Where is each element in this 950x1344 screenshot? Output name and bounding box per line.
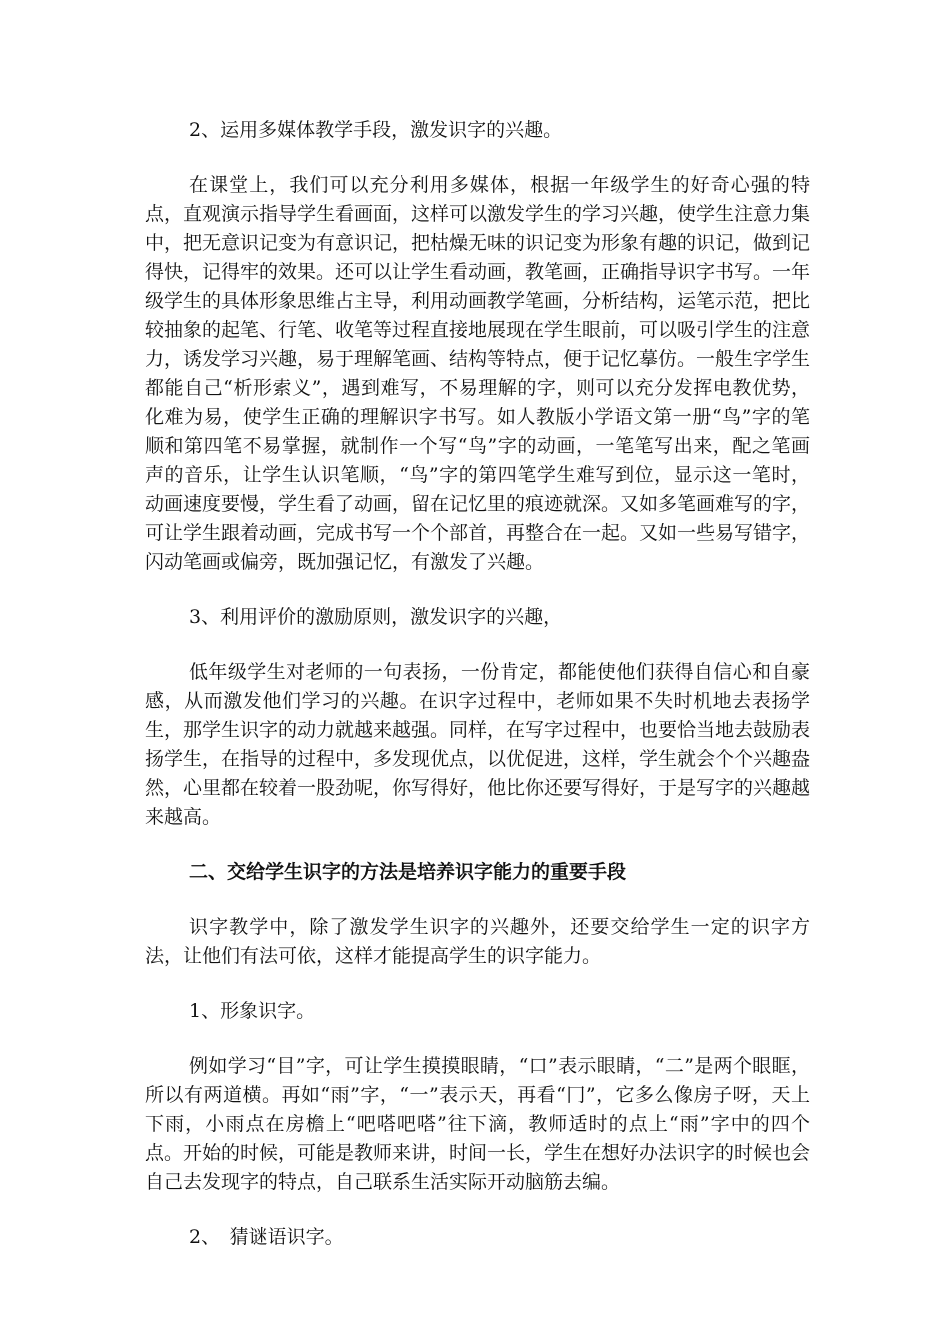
subsection-heading-riddles: 2、 猜谜语识字。 (189, 1226, 344, 1248)
paragraph-evaluation-body: 低年级学生对老师的一句表扬，一份肯定，都能使他们获得自信心和自豪感，从而激发他们学习的兴趣。在识字过程中，老师如果不失时机地去表扬学生，那学生识字的动力就越来越强。同样，在写字过程中，也要恰当地去鼓励表扬学生，在指导的过程中，多发现优点，以优促进，这样，学生就会个个兴趣盎然，心里都在较着一股劲呢，你写得好，他比你还要写得好，于是写字的兴趣越来越高。 (145, 661, 811, 828)
document-page (145, 116, 810, 1278)
subsection-heading-image-literacy: 1、形象识字。 (189, 1000, 316, 1022)
subsection-heading-evaluation: 3、利用评价的激励原则，激发识字的兴趣， (189, 606, 563, 628)
section-heading-methods: 二、交给学生识字的方法是培养识字能力的重要手段 (189, 861, 627, 883)
paragraph-methods-intro: 识字教学中，除了激发学生识字的兴趣外，还要交给学生一定的识字方法，让他们有法可依，这样才能提高学生的识字能力。 (145, 916, 810, 967)
paragraph-multimedia-body: 在课堂上，我们可以充分利用多媒体，根据一年级学生的好奇心强的特点，直观演示指导学生看画面，这样可以激发学生的学习兴趣，使学生注意力集中，把无意识记变为有意识记，把枯燥无味的识记变为形象有趣的识记，做到记得快，记得牢的效果。还可以让学生看动画，教笔画，正确指导识字书写。一年级学生的具体形象思维占主导，利用动画教学笔画，分析结构，运笔示范，把比较抽象的起笔、行笔、收笔等过程直接地展现在学生眼前，可以吸引学生的注意力，诱发学习兴趣，易于理解笔画、结构等特点，便于记忆摹仿。一般生字学生都能自己“析形索义”，遇到难写，不易理解的字，则可以充分发挥电教优势，化难为易，使学生正确的理解识字书写。如人教版小学语文第一册“鸟”字的笔顺和第四笔不易掌握，就制作一个写“鸟”字的动画，一笔笔写出来，配之笔画声的音乐，让学生认识笔顺，“鸟”字的第四笔学生难写到位，显示这一笔时，动画速度要慢，学生看了动画，留在记忆里的痕迹就深。又如多笔画难写的字，可让学生跟着动画，完成书写一个个部首，再整合在一起。又如一些易写错字，闪动笔画或偏旁，既加强记忆，有激发了兴趣。 (145, 174, 811, 573)
subsection-heading-multimedia: 2、运用多媒体教学手段，激发识字的兴趣。 (189, 119, 563, 141)
paragraph-image-literacy-body: 例如学习“目”字，可让学生摸摸眼睛，“口”表示眼睛，“二”是两个眼眶，所以有两道横。再如“雨”字，“一”表示天，再看“冂”，它多么像房子呀，天上下雨，小雨点在房檐上“吧嗒吧嗒”往下滴，教师适时的点上“雨”字中的四个点。开始的时候，可能是教师来讲，时间一长，学生在想好办法识字的时候也会自己去发现字的特点，自己联系生活实际开动脑筋去编。 (145, 1055, 811, 1193)
